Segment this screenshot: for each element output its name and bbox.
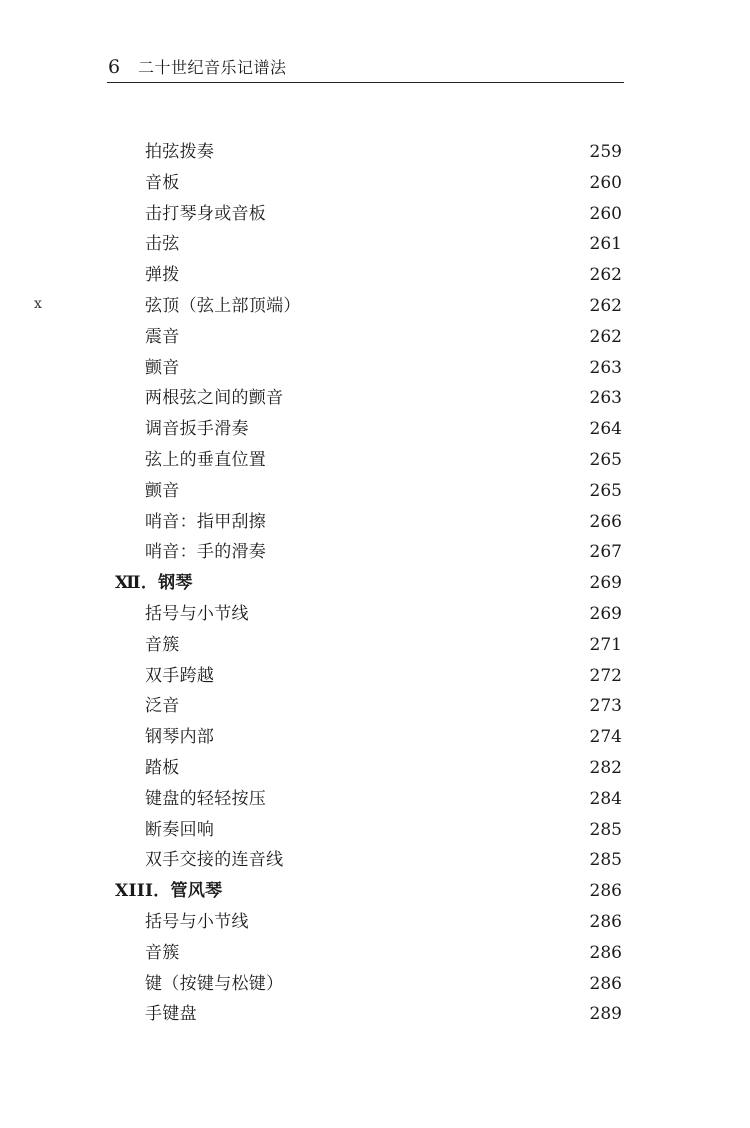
toc-entry-title: 两根弦之间的颤音 xyxy=(145,388,284,409)
toc-page-number: 271 xyxy=(589,634,622,655)
toc-entry-title: 哨音：手的滑奏 xyxy=(145,542,267,563)
toc-page-number: 262 xyxy=(589,265,622,286)
toc-page-number: 265 xyxy=(589,480,622,501)
toc-page-number: 286 xyxy=(589,911,622,932)
toc-entry-row xyxy=(0,229,750,260)
toc-entry-row xyxy=(0,845,750,876)
toc-entry-title: 音簇 xyxy=(145,942,180,963)
toc-section-row xyxy=(0,568,750,599)
toc-page-number: 285 xyxy=(589,850,622,871)
toc-entry-row xyxy=(0,291,750,322)
toc-page-number: 265 xyxy=(589,449,622,470)
page-number: 6 xyxy=(108,56,121,78)
toc-entry-title: 括号与小节线 xyxy=(145,603,249,624)
toc-page-number: 286 xyxy=(589,942,622,963)
toc-entry-row xyxy=(0,168,750,199)
margin-mark: x xyxy=(34,296,42,312)
toc-entry-title: 断奏回响 xyxy=(145,819,215,840)
toc-entry-row xyxy=(0,476,750,507)
toc-entry-row xyxy=(0,507,750,538)
toc-entry-row xyxy=(0,661,750,692)
toc-entry-title: 双手交接的连音线 xyxy=(145,850,284,871)
toc-entry-row xyxy=(0,753,750,784)
toc-page-number: 284 xyxy=(589,788,622,809)
toc-entry-row xyxy=(0,353,750,384)
toc-entry-row xyxy=(0,784,750,815)
toc-page-number: 263 xyxy=(589,357,622,378)
toc-entry-title: 颤音 xyxy=(145,357,180,378)
toc-page-number: 269 xyxy=(589,603,622,624)
toc-page-number: 263 xyxy=(589,388,622,409)
toc-entry-row xyxy=(0,383,750,414)
toc-entry-title: 弹拨 xyxy=(145,265,180,286)
toc-page-number: 264 xyxy=(589,419,622,440)
toc-entry-title: 音簇 xyxy=(145,634,180,655)
toc-entry-row xyxy=(0,722,750,753)
toc-page-number: 269 xyxy=(589,573,622,594)
toc-entry-title: 颤音 xyxy=(145,480,180,501)
toc-page-number: 260 xyxy=(589,203,622,224)
toc-page-number: 286 xyxy=(589,881,622,902)
toc-entry-row xyxy=(0,599,750,630)
toc-entry-title: 手键盘 xyxy=(145,1004,197,1025)
toc-page-number: 267 xyxy=(589,542,622,563)
toc-entry-row xyxy=(0,815,750,846)
toc-section-title: XIII．管风琴 xyxy=(115,881,223,902)
toc-entry-row xyxy=(0,630,750,661)
toc-page-number: 261 xyxy=(589,234,622,255)
toc-entry-title: 键（按键与松键） xyxy=(145,973,284,994)
toc-entry-title: 弦上的垂直位置 xyxy=(145,449,267,470)
toc-page-number: 282 xyxy=(589,757,622,778)
toc-entry-row xyxy=(0,969,750,1000)
toc-page-number: 273 xyxy=(589,696,622,717)
toc-entry-title: 括号与小节线 xyxy=(145,911,249,932)
toc-section-title: Ⅻ．钢琴 xyxy=(115,573,193,594)
toc-page-number: 262 xyxy=(589,295,622,316)
toc-entry-title: 键盘的轻轻按压 xyxy=(145,788,267,809)
toc-entry-title: 哨音：指甲刮擦 xyxy=(145,511,267,532)
toc-entry-row xyxy=(0,260,750,291)
toc-page-number: 260 xyxy=(589,172,622,193)
toc-entry-row xyxy=(0,907,750,938)
toc-entry-title: 双手跨越 xyxy=(145,665,215,686)
toc-page-number: 262 xyxy=(589,326,622,347)
toc-page-number: 274 xyxy=(589,727,622,748)
toc-page-number: 266 xyxy=(589,511,622,532)
toc-entry-row xyxy=(0,414,750,445)
book-title: 二十世纪音乐记谱法 xyxy=(138,58,287,77)
toc-entry-title: 音板 xyxy=(145,172,180,193)
toc-entry-title: 弦顶（弦上部顶端） xyxy=(145,295,301,316)
toc-page-number: 286 xyxy=(589,973,622,994)
toc-page-number: 272 xyxy=(589,665,622,686)
toc-entry-row xyxy=(0,445,750,476)
toc-entry-title: 震音 xyxy=(145,326,180,347)
running-header xyxy=(107,53,624,83)
toc-entry-title: 击弦 xyxy=(145,234,180,255)
toc-entry-row xyxy=(0,691,750,722)
table-of-contents xyxy=(0,137,750,1030)
toc-entry-title: 调音扳手滑奏 xyxy=(145,419,249,440)
toc-page-number: 259 xyxy=(589,142,622,162)
toc-page-number: 289 xyxy=(589,1004,622,1025)
toc-entry-row xyxy=(0,322,750,353)
toc-entry-row xyxy=(0,999,750,1030)
toc-entry-title: 拍弦拨奏 xyxy=(145,142,215,162)
toc-entry-row xyxy=(0,938,750,969)
toc-entry-row xyxy=(0,199,750,230)
toc-entry-row xyxy=(0,137,750,168)
toc-entry-title: 钢琴内部 xyxy=(145,727,215,748)
toc-entry-title: 泛音 xyxy=(145,696,180,717)
toc-entry-title: 击打琴身或音板 xyxy=(145,203,267,224)
toc-entry-title: 踏板 xyxy=(145,757,180,778)
toc-page-number: 285 xyxy=(589,819,622,840)
toc-section-row xyxy=(0,876,750,907)
toc-entry-row xyxy=(0,537,750,568)
